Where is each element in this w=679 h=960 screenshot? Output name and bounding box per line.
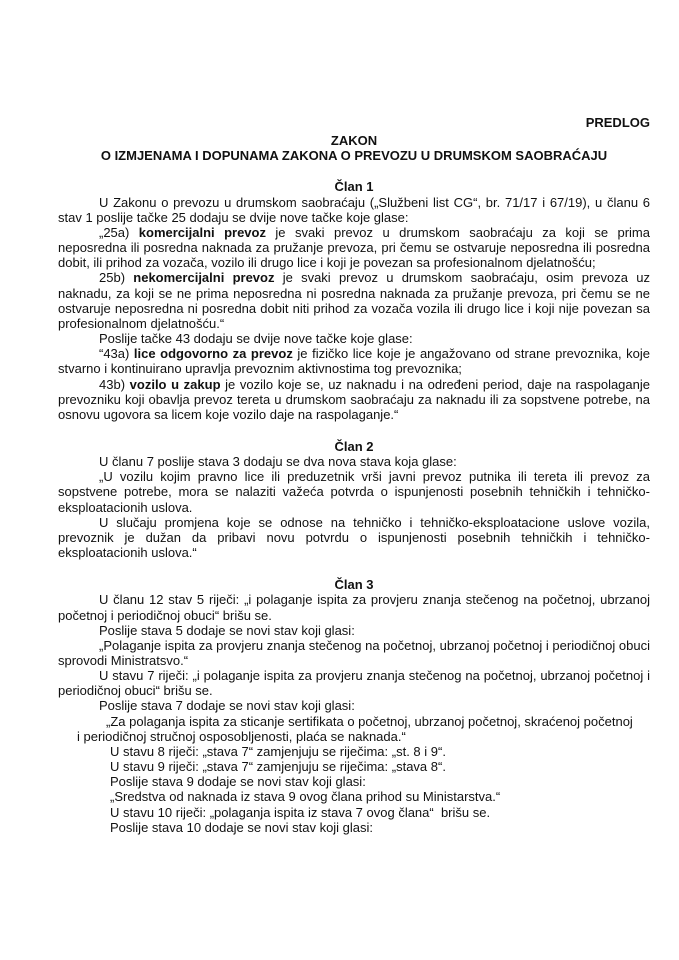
paragraph: U stavu 9 riječi: „stava 7“ zamjenjuju se riječima: „stava 8“.: [110, 759, 446, 775]
document-subtitle: O IZMJENAMA I DOPUNAMA ZAKONA O PREVOZU U DRUMSKOM SAOBRAĆAJU: [100, 148, 608, 164]
article-3-heading: Član 3: [334, 577, 374, 593]
paragraph: „Za polaganja ispita za sticanje sertifikata o početnoj, ubrzanoj početnoj, skraćenoj početnoj i periodičnoj stručnoj osposobljenosti, plaća se naknada.“: [77, 713, 633, 744]
text: 43b): [99, 376, 130, 392]
paragraph: [58, 270, 650, 331]
document-label: PREDLOG: [585, 115, 650, 130]
paragraph: Poslije stava 5 dodaje se novi stav koji glasi:: [99, 622, 355, 638]
article-1-heading: Član 1: [334, 179, 374, 195]
text: je vozilo koje se, uz naknadu i na određeni period, daje na raspolaganje prevozniku koji obavlja prevoz tereta u drumskom saobraćaju za naknadu ili za sopstvene potrebe, na osnovu ugovora sa licem koje vozilo daje na raspolaganje.“: [58, 376, 650, 422]
document-page: [58, 115, 650, 835]
term: lice odgovorno za prevoz: [133, 346, 293, 362]
paragraph: U članu 12 stav 5 riječi: „i polaganje ispita za provjeru znanja stečenog na početnoj, ubrzanoj početnoj i periodičnoj obuci“ brišu se.: [58, 592, 650, 623]
paragraph: „Polaganje ispita za provjeru znanja stečenog na početnoj, ubrzanoj početnoj i periodičnoj obuci sprovodi Ministratsvo.“: [58, 637, 650, 668]
term: komercijalni prevoz: [138, 224, 266, 240]
paragraph: [58, 377, 650, 422]
paragraph: U Zakonu o prevozu u drumskom saobraćaju („Službeni list CG“, br. 71/17 i 67/19), u članu 6 stav 1 poslije tačke 25 dodaju se dvije nove tačke koje glase:: [58, 194, 650, 225]
paragraph: U članu 7 poslije stava 3 dodaju se dva nova stava koja glase:: [99, 454, 457, 470]
term: nekomercijalni prevoz: [133, 270, 275, 286]
paragraph: „Sredstva od naknada iz stava 9 ovog člana prihod su Ministarstva.“: [110, 789, 501, 805]
paragraph: U stavu 7 riječi: „i polaganje ispita za provjeru znanja stečenog na početnoj, ubrzanoj početnoj i periodičnoj obuci“ brišu se.: [58, 668, 650, 699]
paragraph: Poslije stava 7 dodaje se novi stav koji glasi:: [99, 698, 355, 714]
article-2-heading: Član 2: [334, 438, 374, 454]
paragraph: „U vozilu kojim pravno lice ili preduzetnik vrši javni prevoz putnika ili tereta ili prevoz za sopstvene potrebe, mora se nalaziti važeća potvrda o ispunjenosti posebnih tehničkih i tehničko-eksploatacionih uslova.: [58, 469, 650, 515]
paragraph: Poslije stava 9 dodaje se novi stav koji glasi:: [110, 774, 366, 790]
term: vozilo u zakup: [129, 376, 221, 392]
text: je fizičko lice koje je angažovano od strane prevoznika, koje stvarno i kontinuirano upravlja prevoznim aktivnostima tog prevoznika;: [58, 346, 650, 377]
text: je svaki prevoz u drumskom saobraćaju za koji se prima neposredna ili posredna naknada za pružanje prevoza, pri čemu se ostvaruje neposredna ili posredna dobit, ili prihod za vozača, vozilo ili drugo lice i koji je povezan sa profesionalnom djelatnošću;: [58, 224, 650, 271]
document-title: ZAKON: [330, 133, 378, 149]
paragraph: U stavu 10 riječi: „polaganja ispita iz stava 7 ovog člana“ brišu se.: [110, 804, 491, 820]
paragraph: Poslije tačke 43 dodaju se dvije nove tačke koje glase:: [99, 331, 413, 347]
paragraph: Poslije stava 10 dodaje se novi stav koji glasi:: [110, 819, 374, 835]
text: “43a): [99, 346, 134, 362]
paragraph: [58, 225, 650, 270]
text: je svaki prevoz u drumskom saobraćaju, osim prevoza uz naknadu, za koji se ne prima neposredna ni posredna naknada za pružanje prevoza, pri čemu se ne ostvaruje neposredna ni posredna dobit niti prihod za vozača vozila ili drugo lice i koji nije povezan sa profesionalnom djelatnošću.“: [58, 270, 650, 331]
text: „25a): [99, 224, 139, 240]
text: 25b): [99, 270, 134, 286]
paragraph: [58, 346, 650, 376]
paragraph: U stavu 8 riječi: „stava 7“ zamjenjuju se riječima: „st. 8 i 9“.: [110, 743, 446, 759]
paragraph: U slučaju promjena koje se odnose na tehničko i tehničko-eksploatacione uslove vozila, prevoznik je dužan da pribavi novu potvrdu o ispunjenosti posebnih tehničkih i tehničko-eksploatacionih uslova.“: [58, 514, 650, 561]
